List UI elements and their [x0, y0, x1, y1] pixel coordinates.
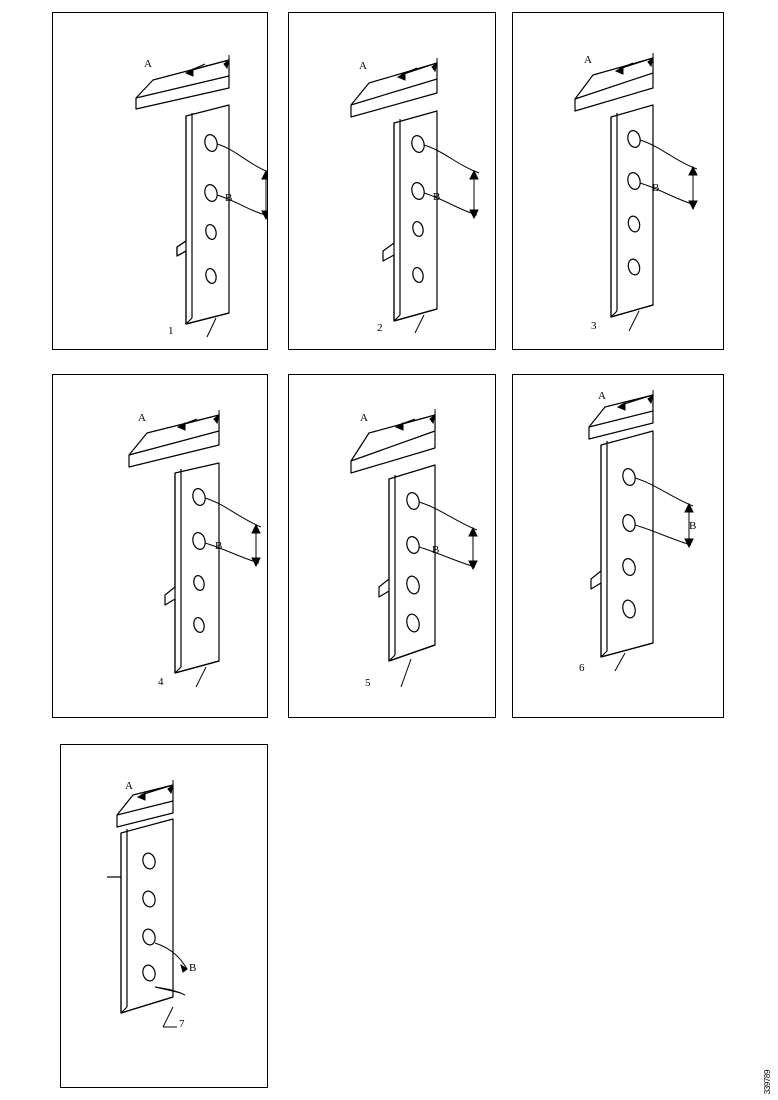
dimension-label-a-5: A [360, 412, 368, 424]
figure-drawing-6 [513, 375, 723, 717]
part-number-2: 2 [377, 322, 383, 334]
figure-panel-1 [52, 12, 268, 350]
dimension-label-a-1: A [144, 58, 152, 70]
part-number-6: 6 [579, 662, 585, 674]
dimension-label-b-4: B [215, 540, 223, 552]
dimension-label-b-2: B [433, 191, 441, 203]
dimension-label-b-5: B [432, 544, 440, 556]
figure-drawing-2 [289, 13, 495, 349]
figure-panel-2 [288, 12, 496, 350]
figure-panel-6 [512, 374, 724, 718]
figure-drawing-4 [53, 375, 267, 717]
dimension-label-b-3: B [652, 182, 660, 194]
figure-drawing-1 [53, 13, 267, 349]
figure-panel-3 [512, 12, 724, 350]
part-number-4: 4 [158, 676, 164, 688]
dimension-label-a-7: A [125, 780, 133, 792]
dimension-label-b-1: B [225, 192, 233, 204]
dimension-label-a-6: A [598, 390, 606, 402]
part-number-1: 1 [168, 325, 174, 337]
dimension-label-b-7: B [189, 962, 197, 974]
figure-panel-4 [52, 374, 268, 718]
document-id: 339789 [763, 1069, 772, 1094]
figure-drawing-7 [61, 745, 267, 1087]
dimension-label-a-4: A [138, 412, 146, 424]
figure-panel-7 [60, 744, 268, 1088]
dimension-label-b-6: B [689, 520, 697, 532]
part-number-5: 5 [365, 677, 371, 689]
figure-drawing-5 [289, 375, 495, 717]
part-number-3: 3 [591, 320, 597, 332]
dimension-label-a-2: A [359, 60, 367, 72]
figure-panel-5 [288, 374, 496, 718]
part-number-7: 7 [179, 1018, 185, 1030]
dimension-label-a-3: A [584, 54, 592, 66]
figure-drawing-3 [513, 13, 723, 349]
